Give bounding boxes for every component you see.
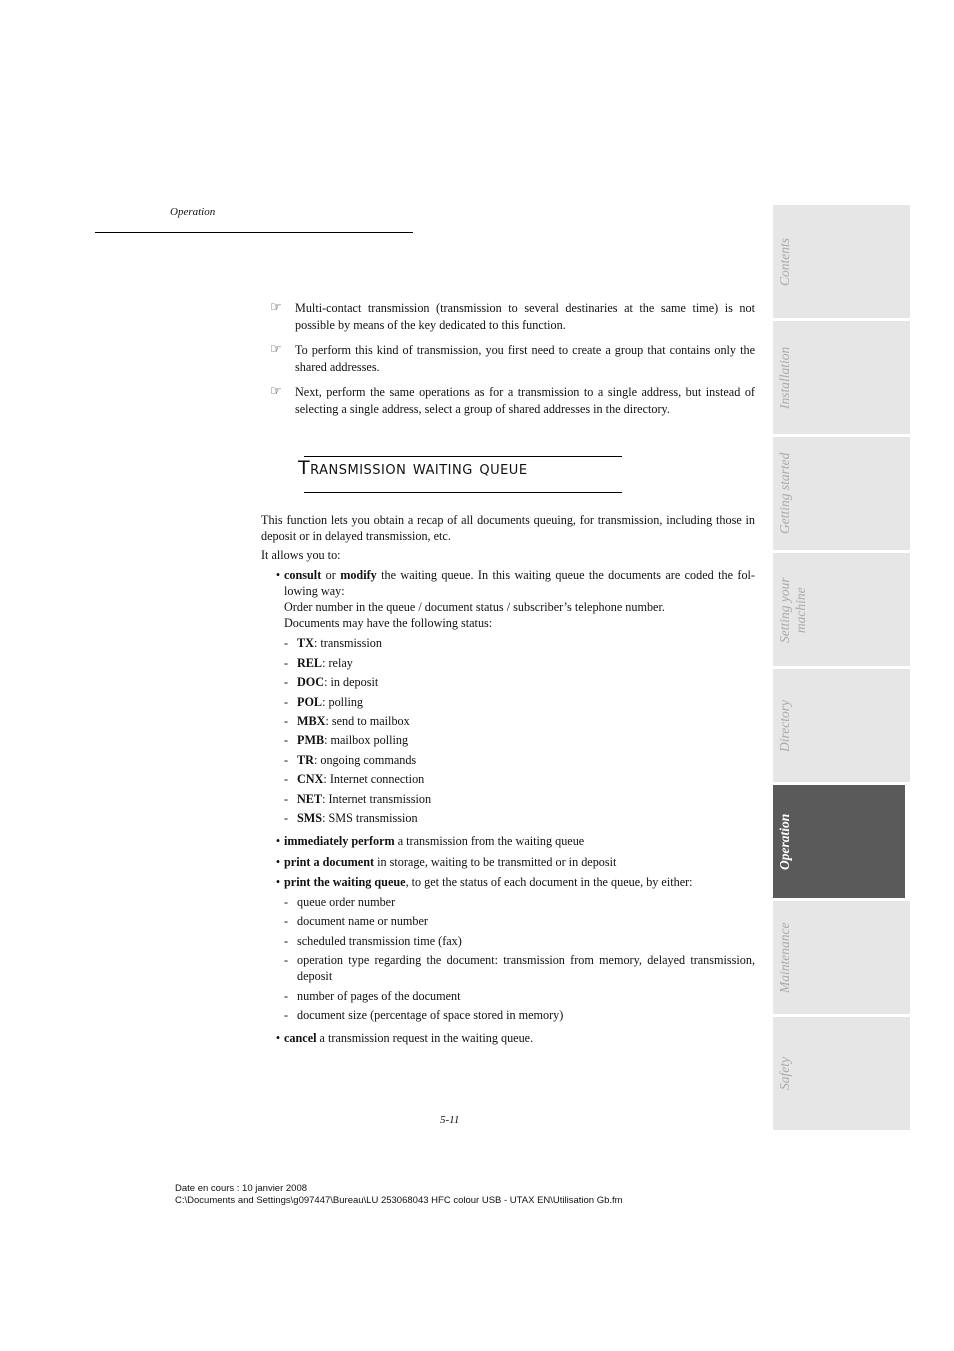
bold-term: cancel [284,1031,317,1046]
list-item: - DOC: in deposit [284,675,379,690]
bullet-item [261,1030,755,1046]
status-list [284,635,755,826]
list-item: - TR: ongoing commands [284,752,417,767]
tab-label: Getting started [777,452,792,534]
page-number: 5-11 [440,1114,460,1126]
pointing-hand-icon: ☞ [270,384,282,399]
note-item [270,300,755,333]
tab-label: Safety [777,1057,792,1090]
header-rule [95,232,413,233]
list-item: - REL: relay [284,655,353,670]
bullet-subline: Documents may have the following status: [284,616,493,631]
tab-label: Setting your machine [777,576,808,643]
note-text: Multi-contact transmission (transmission to several destinaries at the same time) is not possible by means of the key dedicated to this function. [295,301,755,332]
bold-term: print the waiting queue [284,874,406,889]
section-title: Transmission waiting queue [298,457,528,479]
note-item [270,384,755,417]
footer [175,1183,623,1206]
list-item: - queue order number [284,894,396,909]
bold-term: consult [284,567,322,582]
tab-contents[interactable] [773,205,910,318]
bullet-icon: • [275,567,281,582]
bullet-icon: • [275,834,281,849]
tab-getting-started[interactable] [773,437,910,550]
bullet-icon: • [275,854,281,869]
list-item: - scheduled transmission time (fax) [284,933,462,948]
tab-label: Installation [777,346,792,409]
list-item: - MBX: send to mailbox [284,713,410,728]
bullet-icon: • [275,874,281,889]
tab-maintenance[interactable] [773,901,910,1014]
section-body [261,512,755,1051]
note-item [270,342,755,375]
tab-label: Operation [777,813,792,870]
pointing-hand-icon: ☞ [270,300,282,315]
tab-setting-your-machine[interactable] [773,553,910,666]
bullet-text: , to get the status of each document in the queue, by either: [405,874,693,889]
tab-label: Contents [777,237,792,286]
running-header: Operation [170,206,216,218]
footer-path: C:\Documents and Settings\g097447\Bureau\LU 253068043 HFC colour USB - UTAX EN\Utilisation Gb.fm [175,1194,623,1206]
list-item: - document name or number [284,914,428,929]
note-text: To perform this kind of transmission, you first need to create a group that contains only the shared addresses. [295,343,755,374]
list-item: - SMS: SMS transmission [284,810,418,825]
notes-list [270,300,755,426]
tab-operation[interactable] [773,785,905,898]
intro-paragraph: This function lets you obtain a recap of all documents queuing, for transmission, including those in deposit or in delayed transmission, etc. [261,513,755,544]
footer-date: Date en cours : 10 janvier 2008 [175,1183,308,1194]
bullet-subline: Order number in the queue / document status / subscriber’s telephone number. [284,600,665,615]
bold-term: modify [340,567,377,582]
bullet-text: in storage, waiting to be transmitted or in deposit [374,854,617,869]
bold-term: print a document [284,854,375,869]
tab-label: Maintenance [777,922,792,993]
list-item: - operation type regarding the document: transmission from memory, delayed transmission, deposit [284,953,755,984]
list-item: - POL: polling [284,694,364,709]
tab-label: Directory [777,699,792,752]
bullet-item [261,567,755,830]
tab-safety[interactable] [773,1017,910,1130]
note-text: Next, perform the same operations as for a transmission to a single address, but instead of selecting a single address, select a group of shared addresses in the directory. [295,385,755,416]
list-item: - TX: transmission [284,636,382,651]
bullet-text: or [321,567,341,582]
bullet-text: the waiting queue. In this waiting queue the documents are coded the fol-lowing way: [284,567,755,598]
bullet-item [261,874,755,1027]
bullet-item [261,854,755,870]
bold-term: immediately perform [284,834,395,849]
tab-installation[interactable] [773,321,910,434]
title-rule-bottom [304,492,622,493]
chapter-tabs [773,205,910,1133]
list-item: - PMB: mailbox polling [284,733,409,748]
tab-directory[interactable] [773,669,910,782]
list-item: - CNX: Internet connection [284,772,425,787]
allows-paragraph: It allows you to: [261,548,341,563]
list-item: - NET: Internet transmission [284,791,432,806]
bullet-text: a transmission request in the waiting queue. [316,1031,534,1046]
list-item: - document size (percentage of space stored in memory) [284,1008,564,1023]
bullet-icon: • [275,1031,281,1046]
pointing-hand-icon: ☞ [270,342,282,357]
bullet-item [261,833,755,849]
queue-print-list [284,894,755,1023]
list-item: - number of pages of the document [284,988,461,1003]
bullet-text: a transmission from the waiting queue [394,834,585,849]
